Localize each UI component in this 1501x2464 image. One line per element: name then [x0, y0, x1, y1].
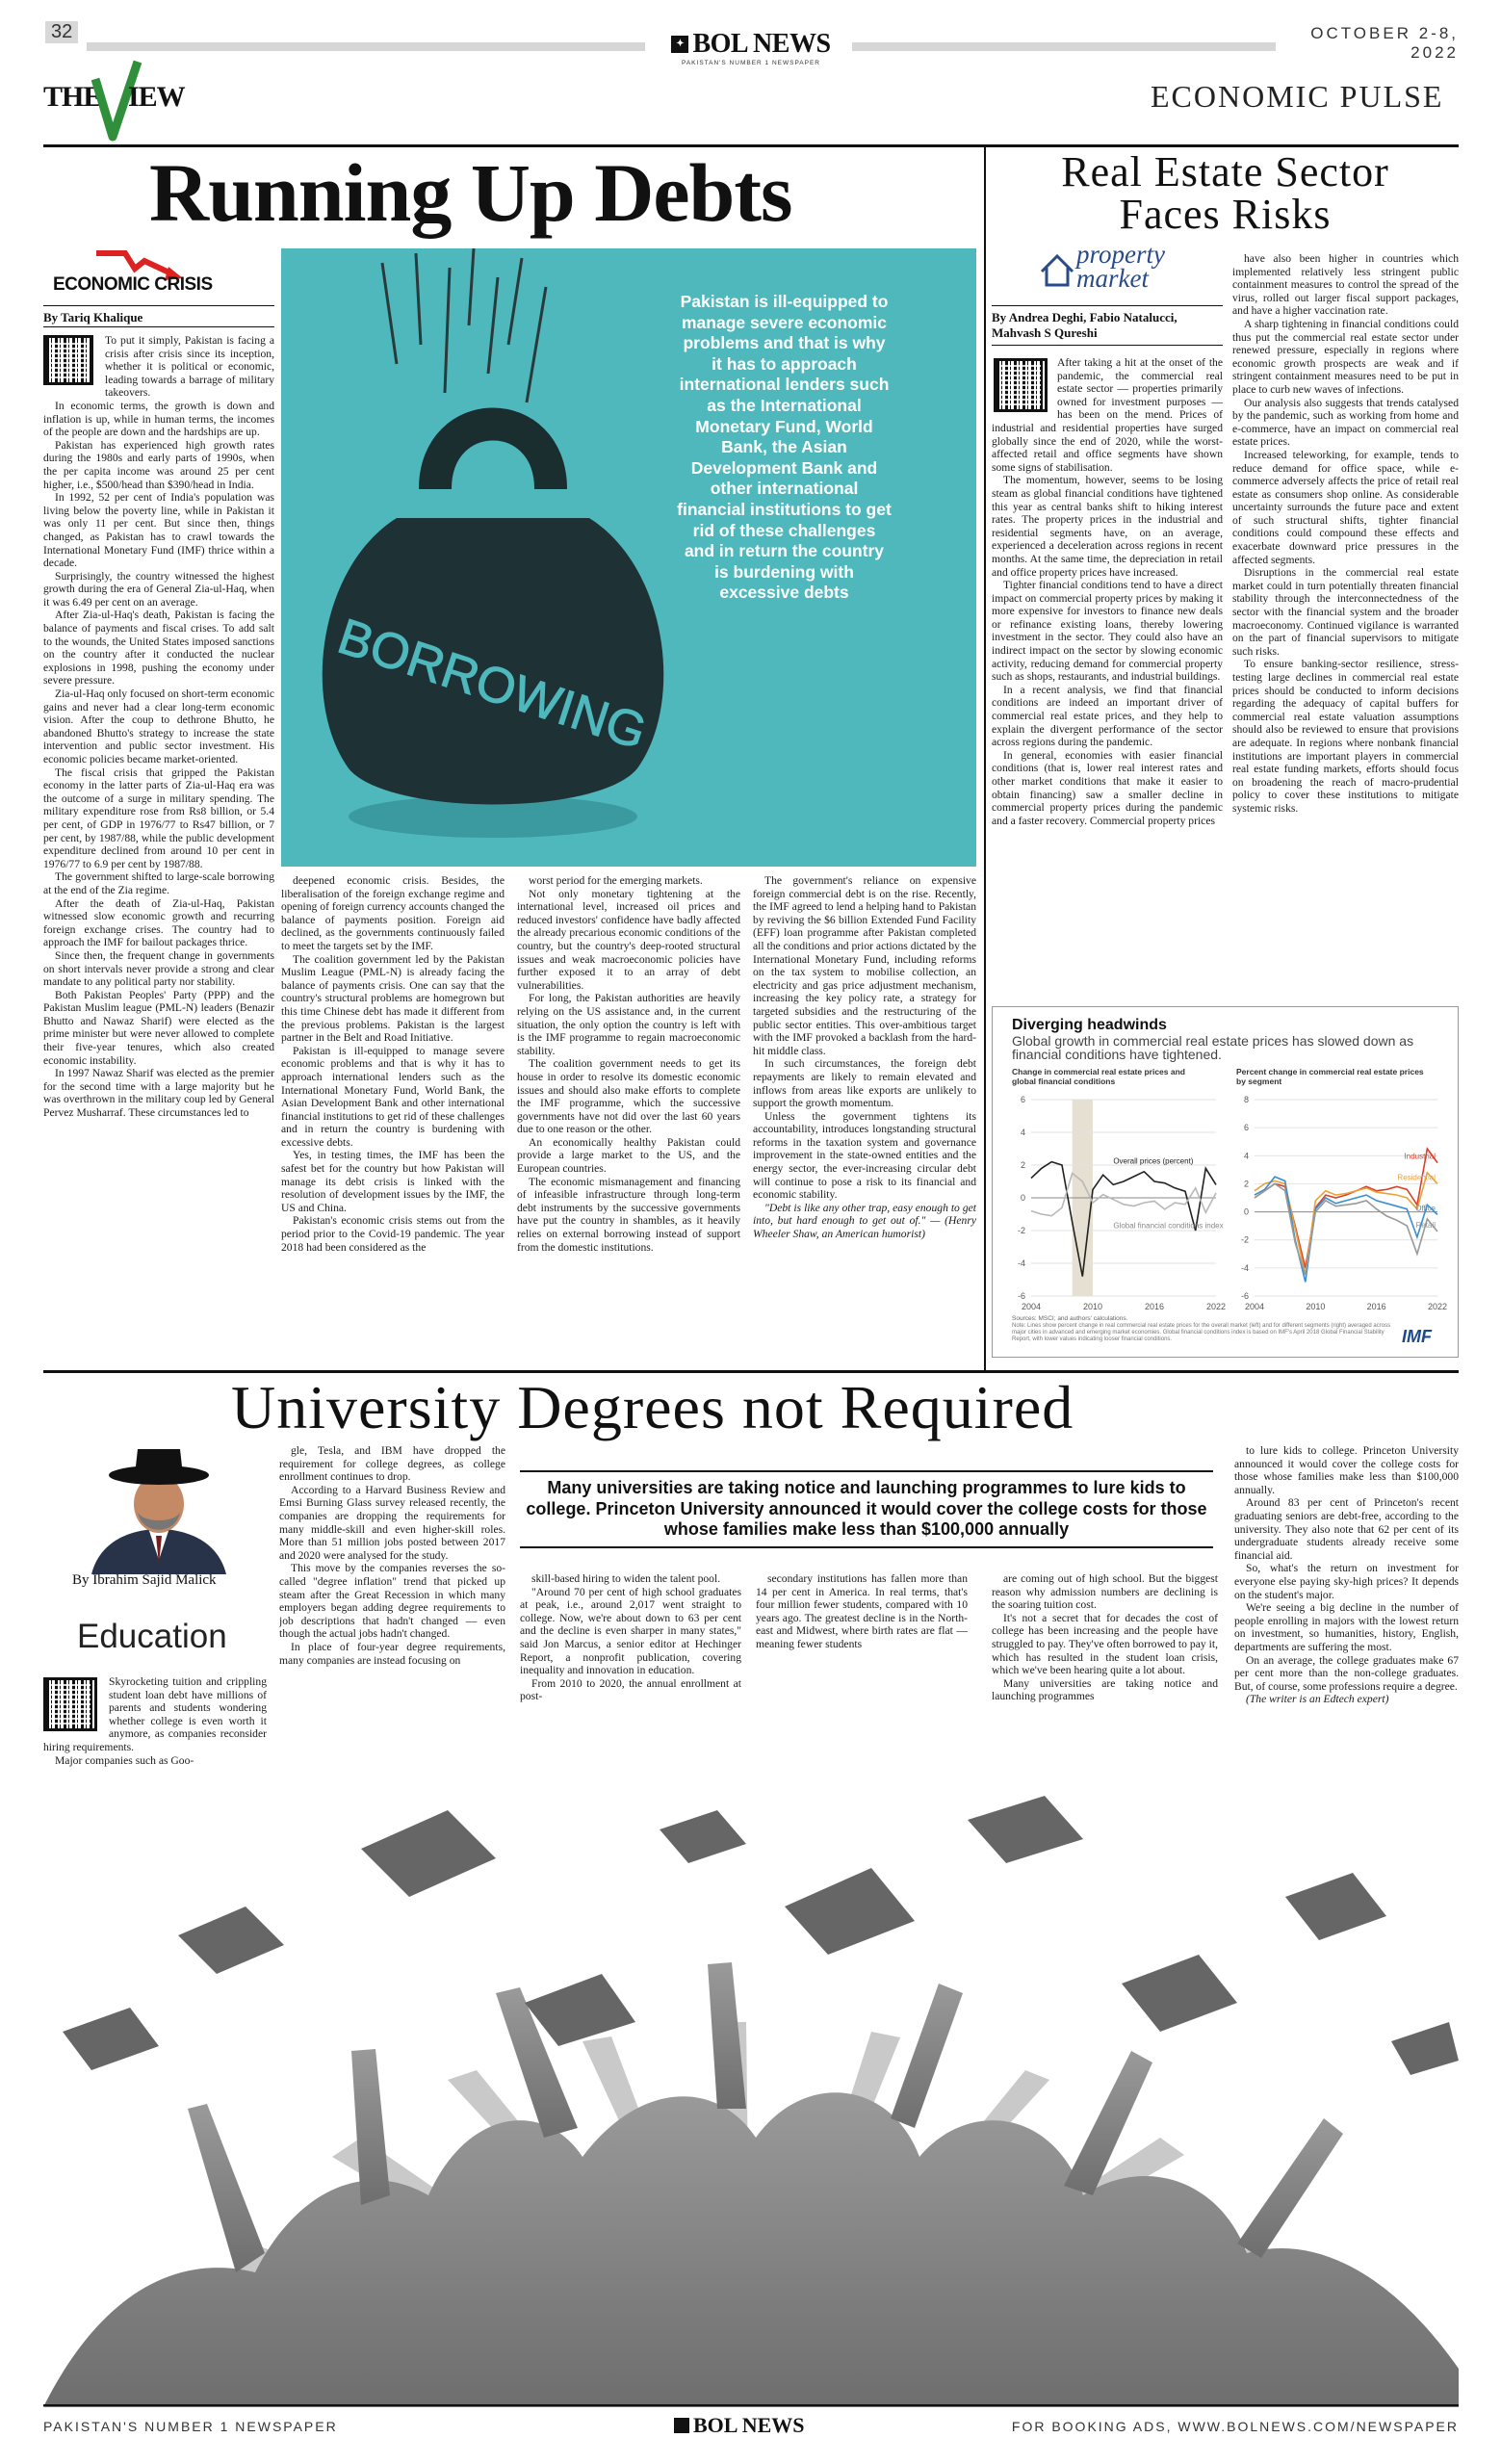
article1-col4 — [753, 874, 976, 1356]
paragraph: "Around 70 per cent of high school graduates at peak, i.e., around 2,017 went straight to college. Now, we're about down to 63 per cent and the decline is even sharper in many states," said Jon Marcus, a senior editor at Hechinger Report, a nonprofit publication, covering inequality and innovation in education. — [520, 1585, 741, 1677]
section-logo: THE IEW — [43, 60, 178, 142]
house-icon — [1038, 252, 1076, 287]
paragraph: A sharp tightening in financial conditions could thus put the commercial real estate sector under renewed pressure, especially in regions where economic growth prospects are weak and if stringent containment measures need to be put in place to curb new waves of infections. — [1232, 317, 1459, 396]
paragraph: In 1992, 52 per cent of India's population was living below the poverty line, while in Pakistan it was only 11 per cent. But since then, things changed, as Pakistan has to crawl towards the International Monetary Fund (IMF) thrice within a decade. — [43, 491, 274, 570]
article3-col5 — [992, 1572, 1218, 1823]
paragraph: In place of four-year degree requirements, many companies are instead focusing on — [279, 1640, 505, 1667]
chart-subtitle: Global growth in commercial real estate prices has slowed down as financial conditions have tightened. — [1012, 1033, 1414, 1062]
paragraph: From 2010 to 2020, the annual enrollment at post- — [520, 1676, 741, 1703]
y-tick-label: 8 — [1243, 1095, 1249, 1104]
paragraph: The coalition government led by the Pakistan Muslim League (PML-N) is already facing the balance of payments crisis. One can say that the country's structural problems are homegrown but this time Chinese debt has made it different from the previous problems. Pakistan is the largest partner in the Belt and Road Initiative. — [281, 952, 505, 1045]
paragraph: The fiscal crisis that gripped the Pakistan economy in the latter parts of Zia-ul-Haq era was the outcome of a surge in military spending. The military expenditure rose from Rs8 billion, or 5.4 per cent, of GDP in 1976/77 to Rs47 billion, or 7 per cent, by 1987/88, while the public development expenditure declined from around 10 per cent in 1976/77 to 6.9 per cent by 1987/88. — [43, 765, 274, 870]
property-market-kicker: property market — [1038, 243, 1182, 300]
y-tick-label: -4 — [1017, 1258, 1025, 1268]
masthead: ✦ BOL NEWS PAKISTAN'S NUMBER 1 NEWSPAPER — [664, 29, 838, 66]
y-tick-label: -6 — [1017, 1291, 1025, 1301]
y-tick-label: -6 — [1240, 1291, 1249, 1301]
article3-col2 — [279, 1444, 505, 1820]
paragraph: have also been higher in countries which implemented relatively less stringent public containment measures to control the spread of the virus, rolled out larger fiscal support packages, and have a higher vaccination rate. — [1232, 252, 1459, 318]
graduation-illustration — [43, 1791, 1459, 2407]
article2-title: Real Estate Sector Faces Risks — [1061, 148, 1389, 238]
paragraph: secondary institutions has fallen more than 14 per cent in America. In real terms, that's four million fewer students, compared with 10 years ago. The greatest decline is in the North-east and Midwest, where birth rates are flat — meaning fewer students — [756, 1572, 968, 1650]
footer-left: PAKISTAN'S NUMBER 1 NEWSPAPER — [43, 2419, 338, 2434]
paragraph: The government's reliance on expensive foreign commercial debt is on the rise. Recently, the IMF agreed to lend a helping hand to Pakistan by reviving the $6 billion Extended Fund Facility (EFF) loan programme after Pakistan completed all the conditions and prior actions dictated by the International Monetary Fund, including reforms on the tax system to mobilise collection, an electricity and gas price adjustment mechanism, increasing the key policy rate, a strategy for targeted subsidies and the restructuring of the public sector entities. This over-ambitious target with the IMF provoked a backlash from the hard-hit middle class. — [753, 874, 976, 1057]
y-tick-label: 2 — [1243, 1179, 1249, 1189]
panel2-heading: Percent change in commercial real estate prices by segment — [1236, 1067, 1424, 1086]
paragraph: The momentum, however, seems to be losing steam as global financial conditions have tightened this year as central banks shift to hiking interest rates. The property prices in the industrial and residential segments have, on an average, experienced a deceleration across regions in recent months. At the same time, the depreciation in retail and office property prices have increased. — [992, 474, 1223, 579]
paragraph: In economic terms, the growth is down and inflation is up, while in human terms, the incomes of the people are down and the hardships are up. — [43, 399, 274, 439]
paragraph: Unless the government tightens its accountability, introduces longstanding structural reforms in the taxation system and governance improvement in the state-owned entities and the energy sector, the ever-increasing circular debt will continue to pose a risk to its financial and economic stability. — [753, 1109, 976, 1202]
article3-col4 — [756, 1572, 968, 1726]
paragraph: Our analysis also suggests that trends catalysed by the pandemic, such as working from home and e-commerce, have an impact on commercial real estate prices. — [1232, 396, 1459, 449]
series-line — [1031, 1174, 1216, 1216]
imf-chart — [992, 1006, 1459, 1358]
chart-note: Note: Lines show percent change in real commercial real estate prices for the overall market (left) and for different segments (right) averaged across major cities in advanced and emerging market economies. Global financial conditions index is based on IMF's April 2018 Global Financial Stability Report, with lower values indicating looser financial conditions. — [1012, 1323, 1391, 1342]
paragraph: (The writer is an Edtech expert) — [1246, 1693, 1389, 1706]
paragraph: to lure kids to college. Princeton University announced it would cover the college costs for those whose families make less than $100,000 annually. — [1234, 1444, 1459, 1496]
paragraph: are coming out of high school. But the biggest reason why admission numbers are declining is the soaring tuition cost. — [992, 1572, 1218, 1612]
x-tick-label: 2016 — [1366, 1302, 1386, 1311]
chart-plot — [993, 1092, 1460, 1323]
article3-col6 — [1234, 1444, 1459, 1820]
bol-logo-icon: ✦ — [671, 36, 688, 53]
paragraph: worst period for the emerging markets. — [529, 874, 703, 887]
article2-colB — [1232, 252, 1459, 999]
paragraph: According to a Harvard Business Review and Emsi Burning Glass survey released recently, the companies are dropping the requirements for many middle-skill and even higher-skill roles. More than 51 million jobs posted between 2017 and 2020 were analysed for the study. — [279, 1483, 505, 1562]
section-right: ECONOMIC PULSE — [1151, 79, 1444, 114]
chart-source: Sources: MSCI; and authors' calculations. — [1012, 1315, 1128, 1322]
author-photo — [82, 1444, 236, 1574]
paragraph: To put it simply, Pakistan is facing a crisis after crisis since its inception, whether it is political or economic, leading towards a barrage of military takeovers. — [105, 334, 274, 400]
paragraph: Zia-ul-Haq only focused on short-term economic gains and never had a clear long-term economic vision. After the coup to dethrone Bhutto, he abandoned Bhutto's strategy to increase the state intervention and public sector investment. His economic policies became market-oriented. — [43, 687, 274, 765]
paragraph: For long, the Pakistan authorities are heavily relying on the US assistance and, in the current situation, the only option the country is left with is the IMF programme to regain macroeconomic stability. — [517, 992, 740, 1057]
series-label: Office — [1415, 1204, 1436, 1213]
paragraph: Disruptions in the commercial real estate market could in turn potentially threaten financial stability through the interconnectedness of the sector with the financial system and the broader macroeconomy. Continued vigilance is warranted on the part of financial supervisors to mitigate such risks. — [1232, 566, 1459, 658]
paragraph: gle, Tesla, and IBM have dropped the requirement for college degrees, as college enrollment continues to drop. — [279, 1444, 505, 1484]
series-label: Industrial — [1404, 1152, 1436, 1161]
paragraph: An economically healthy Pakistan could provide a large market to the US, and the European countries. — [517, 1135, 740, 1176]
pullquote: Pakistan is ill-equipped to manage severe economic problems and that is why it has to approach international lenders such as the International Monetary Fund, World Bank, the Asian Development Bank and other international financial institutions to get rid of these challenges and in return the country is burdening with excessive debts — [677, 292, 892, 603]
borrowing-illustration — [281, 248, 976, 867]
paragraph: We're seeing a big decline in the number of people enrolling in majors with the lowest return on investment, so humanities, history, English, departments are suffering the most. — [1234, 1601, 1459, 1653]
article3-pullquote: Many universities are taking notice and launching programmes to lure kids to college. Princeton University announced it would cover the college costs for those whose families make less than $100,000 annually — [520, 1470, 1213, 1548]
education-kicker: Education — [77, 1618, 227, 1655]
paragraph: Increased teleworking, for example, tends to reduce demand for office space, while e-commerce adversely affects the price of retail real estate as consumers shop online. As considerable uncertainty surrounds the future pace and extent of such structural shifts, tighter financial conditions could compound these effects and exacerbate downward price pressures in the affected segments. — [1232, 448, 1459, 566]
issue-date: OCTOBER 2-8, 2022 — [1310, 24, 1459, 62]
series-line — [1255, 1149, 1437, 1268]
y-tick-label: 2 — [1020, 1160, 1025, 1170]
panel1-heading: Change in commercial real estate prices and global financial conditions — [1012, 1067, 1185, 1086]
y-tick-label: -2 — [1240, 1234, 1249, 1245]
series-line — [1031, 1162, 1216, 1277]
paragraph: Since then, the frequent change in governments on short intervals never provide a strong and clear mandate to any political party nor stability. — [43, 948, 274, 989]
page-number: 32 — [45, 21, 78, 43]
paragraph: Surprisingly, the country witnessed the highest growth during the era of General Zia-ul-Haq, when it was 6.49 per cent on an average. — [43, 569, 274, 609]
x-tick-label: 2010 — [1082, 1302, 1103, 1311]
paragraph: Tighter financial conditions tend to have a direct impact on commercial property prices by making it more expensive for investors to finance new deals or refinance existing loans, thereby lowering investment in the sector. They could also have an indirect impact on the sector by slowing economic activity, reducing demand for commercial property such as shops, restaurants, and industrial buildings. — [992, 579, 1223, 684]
paragraph: In 1997 Nawaz Sharif was elected as the premier for the second time with a large majority but he was overthrown in the military coup led by General Pervez Musharraf. These circumstances led to — [43, 1067, 274, 1120]
article1-col1 — [43, 334, 274, 1355]
economic-crisis-kicker: ECONOMIC CRISIS — [53, 246, 246, 303]
series-line — [1255, 1183, 1437, 1275]
byline: By Tariq Khalique — [43, 310, 143, 324]
paragraph: Many universities are taking notice and launching programmes — [992, 1676, 1218, 1703]
y-tick-label: 6 — [1020, 1095, 1025, 1104]
paragraph: Pakistan's economic crisis stems out from the period prior to the Covid-19 pandemic. The year 2018 had been considered as the — [281, 1214, 505, 1254]
article2-colA — [992, 356, 1223, 999]
paragraph: The coalition government needs to get its house in order to resolve its domestic economic issues and should also make efforts to complete the IMF programme, which the successive governments have not did over the last 60 years due to one reason or the other. — [517, 1057, 740, 1136]
series-label: Residential — [1397, 1173, 1436, 1182]
paragraph: skill-based hiring to widen the talent pool. — [531, 1572, 721, 1585]
imf-logo: IMF — [1402, 1327, 1432, 1346]
chart-title: Diverging headwinds — [1012, 1017, 1167, 1033]
paragraph: Yes, in testing times, the IMF has been the safest bet for the country but how Pakistan will manage its debt crisis is linked with the resolution of development issues by the IMF, the US and China. — [281, 1149, 505, 1214]
series-label: Global financial conditions index — [1113, 1221, 1224, 1231]
x-tick-label: 2016 — [1144, 1302, 1165, 1311]
article-title: Running Up Debts — [149, 146, 792, 239]
paragraph: Not only monetary tightening at the international level, increased oil prices and reduced investors' confidence have badly affected the already precarious economic conditions of the country, but the country's deep-rooted structural issues and weak macroeconomic policies have further exposed it to an array of debt vulnerabilities. — [517, 887, 740, 992]
paragraph: Skyrocketing tuition and crippling student loan debt have millions of parents and students wondering whether college is even worth it anymore, as companies reconsider hiring requirements. — [43, 1675, 267, 1753]
bol-logo-icon-footer — [674, 2418, 689, 2433]
x-tick-label: 2010 — [1306, 1302, 1326, 1311]
paragraph: "Debt is like any other trap, easy enough to get into, but hard enough to get out of." — (Henry Wheeler Shaw, an American humorist) — [753, 1201, 976, 1241]
x-tick-label: 2022 — [1427, 1302, 1448, 1311]
x-tick-label: 2004 — [1244, 1302, 1265, 1311]
paragraph: Both Pakistan Peoples' Party (PPP) and the Pakistan Muslim league (PML-N) leaders (Benazir Bhutto and Nawaz Sharif) were elected as the prime minister but were never allowed to complete their five-year tenures, which also created economic instability. — [43, 988, 274, 1067]
byline-article3: By Ibrahim Sajid Malick — [72, 1572, 217, 1588]
byline-article2: By Andrea Deghi, Fabio Natalucci, Mahvash S Qureshi — [992, 310, 1178, 340]
footer-masthead: BOL NEWS — [674, 2413, 805, 2438]
paragraph: After Zia-ul-Haq's death, Pakistan is facing the balance of payments and fiscal crises. To add salt to the wounds, the United States imposed sanctions on the country after it conducted the nuclear explosions in 1998, pushing the economy under severe pressure. — [43, 609, 274, 687]
paragraph: The economic mismanagement and financing of infeasible infrastructure through long-term debt instruments by the successive governments have put the country in shambles, as it heavily relies on external borrowing instead of support from the domestic institutions. — [517, 1175, 740, 1254]
y-tick-label: 0 — [1243, 1206, 1249, 1217]
series-label: Retail — [1415, 1220, 1436, 1230]
article1-col3 — [517, 874, 740, 1356]
paragraph: So, what's the return on investment for everyone else paying sky-high prices? It depends on the student's major. — [1234, 1562, 1459, 1601]
paragraph: deepened economic crisis. Besides, the liberalisation of the foreign exchange regime and opening of foreign currency accounts changed the balance of payments position. Foreign aid declined, as the governments continuously failed to meet the targets set by the IMF. — [281, 874, 505, 952]
paragraph: On an average, the college graduates make 67 per cent more than the non-college graduates. But, of course, some professions require a degree. — [1234, 1653, 1459, 1693]
paragraph: Around 83 per cent of Princeton's recent graduating seniors are debt-free, according to the university. They also note that 62 per cent of its undergraduate students already receive some financial aid. — [1234, 1496, 1459, 1562]
paragraph: To ensure banking-sector resilience, stress-testing large declines in commercial real estate prices should be conducted to inform decisions regarding the adequacy of capital buffers for commercial real estate valuation assumptions should also be reviewed to ensure that provisions are adequate. In regions where nonbank financial institutions are important players in commercial real estate funding markets, efforts should focus on broadening the reach of macro-prudential policy to cover these institutions to mitigate systemic risks. — [1232, 658, 1459, 815]
series-label: Overall prices (percent) — [1113, 1156, 1194, 1166]
series-line — [1255, 1177, 1437, 1282]
paragraph: In a recent analysis, we find that financial conditions are indeed an important driver of commercial real estate prices, and they help to explain the divergent performance of the sector across regions during the pandemic. — [992, 683, 1223, 749]
paragraph: Pakistan is ill-equipped to manage severe economic problems and that is why it has to approach international lenders such as the International Monetary Fund, World Bank, the Asian Development Bank and other international financial institutions to get rid of these challenges and in return the country is burdening with excessive debts. — [281, 1044, 505, 1149]
y-tick-label: 0 — [1020, 1193, 1025, 1203]
borrowing-word: BORROWING — [331, 608, 654, 761]
paragraph: It's not a secret that for decades the cost of college has been increasing and the people have struggled to pay. They've often borrowed to pay it, which has resulted in the student loan crisis, which we've been hearing quite a lot about. — [992, 1611, 1218, 1677]
paragraph: In general, economies with easier financial conditions (that is, lower real interest rates and other market conditions that make it easier to obtain financing) saw a smaller decline in commercial property prices during the pandemic and a faster recovery. Commercial property prices — [992, 748, 1223, 827]
article1-col2 — [281, 874, 505, 1356]
article3-title: University Degrees not Required — [231, 1373, 1074, 1441]
footer-right: FOR BOOKING ADS, WWW.BOLNEWS.COM/NEWSPAPER — [1011, 2419, 1459, 2434]
paragraph: The government shifted to large-scale borrowing at the end of the Zia regime. — [43, 870, 274, 896]
paragraph: Major companies such as Goo- — [55, 1753, 194, 1767]
paragraph: Pakistan has experienced high growth rates during the 1980s and early parts of 1990s, when the per capita income was around 25 per cent higher, i.e., $500/head than $390/head in India. — [43, 438, 274, 491]
paragraph: After the death of Zia-ul-Haq, Pakistan witnessed slow economic growth and recurring foreign exchange crises. The country had to approach the IMF for bailout packages thrice. — [43, 896, 274, 949]
y-tick-label: -2 — [1017, 1226, 1025, 1235]
y-tick-label: 6 — [1243, 1123, 1249, 1133]
crowd-silhouette — [43, 1962, 1459, 2407]
paragraph: After taking a hit at the onset of the pandemic, the commercial real estate sector — properties primarily owned for investment purposes — has been on the mend. Prices of industrial and residential properties have surged globally since the end of 2020, while the worst-affected retail and office segments have shown some signs of stabilisation. — [992, 356, 1223, 474]
y-tick-label: 4 — [1020, 1128, 1025, 1137]
x-tick-label: 2004 — [1021, 1302, 1042, 1311]
y-tick-label: 4 — [1243, 1151, 1249, 1161]
paragraph: This move by the companies reverses the so-called "degree inflation" trend that picked up steam after the Great Recession in which many employers began adding degree requirements to job descriptions that hadn't changed — even though the actual jobs hadn't changed. — [279, 1562, 505, 1641]
article3-col3 — [520, 1572, 741, 1823]
paragraph: In such circumstances, the foreign debt repayments are likely to remain elevated and inflows from areas like exports are unlikely to support the growth momentum. — [753, 1057, 976, 1110]
x-tick-label: 2022 — [1205, 1302, 1227, 1311]
y-tick-label: -4 — [1240, 1262, 1249, 1273]
